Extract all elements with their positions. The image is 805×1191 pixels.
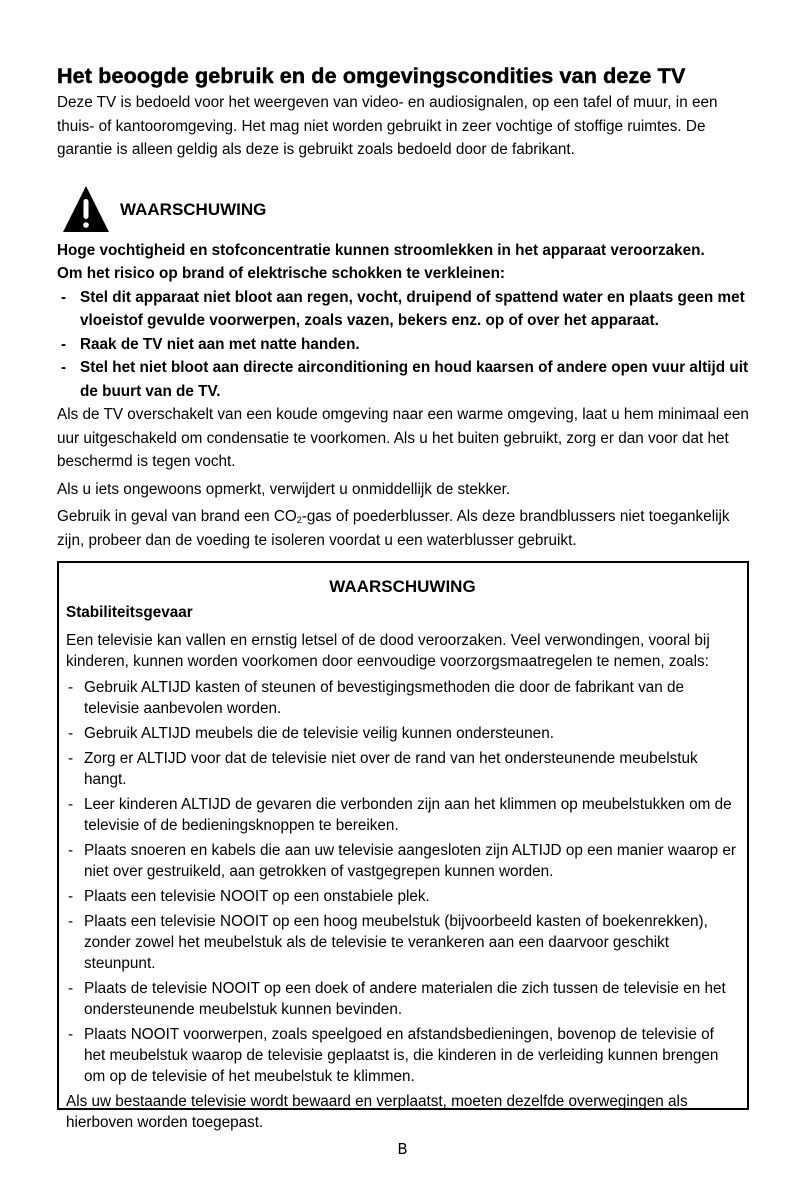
unusual-paragraph: Als u iets ongewoons opmerkt, verwijdert u onmiddellijk de stekker. — [57, 480, 511, 498]
condensation-paragraph: Als de TV overschakelt van een koude omgeving naar een warme omgeving, laat u hem minimaal een uur uitgeschakeld om condensatie te voorkomen. Als u het buiten gebruikt, zorg er dan voor dat het beschermd is tegen vocht. — [57, 406, 749, 470]
document-page — [57, 62, 751, 552]
box-title: WAARSCHUWING — [329, 577, 476, 596]
warning-header — [57, 183, 751, 235]
warning-title: WAARSCHUWING — [120, 199, 267, 219]
page-heading: Het beoogde gebruik en de omgevingscondities van deze TV — [57, 64, 686, 88]
stability-warning-box — [57, 561, 749, 1131]
box-list-item: - Zorg er ALTIJD voor dat de televisie niet over de rand van het ondersteunende meubelstuk hangt. — [66, 748, 739, 790]
intro-paragraph: Deze TV is bedoeld voor het weergeven van video- en audiosignalen, op een tafel of muur, in een thuis- of kantooromgeving. Het mag niet worden gebruikt in zeer vochtige of stoffige ruimtes. De garantie is alleen geldig als deze is gebruikt zoals bedoeld door de fabrikant. — [57, 94, 718, 158]
warning-list-item: - Stel dit apparaat niet bloot aan regen, vocht, druipend of spattend water en plaats geen met vloeistof gevulde voorwerpen, zoals vazen, bekers enz. op of over het apparaat. — [57, 286, 751, 333]
box-list-item: - Gebruik ALTIJD meubels die de televisie veilig kunnen ondersteunen. — [66, 723, 739, 744]
fire-paragraph — [57, 505, 751, 552]
fire-text-pre: Gebruik in geval van brand een CO — [57, 508, 297, 525]
warning-intro-line: Om het risico op brand of elektrische schokken te verkleinen: — [57, 265, 506, 282]
fire-text-subscript: 2 — [296, 515, 302, 525]
warning-list — [57, 286, 751, 404]
box-list-item: - Plaats een televisie NOOIT op een hoog meubelstuk (bijvoorbeeld kasten of boekenrekken), zonder zowel het meubelstuk als de televisie te verankeren aan een daarvoor geschikt steunpunt. — [66, 911, 739, 974]
box-list — [66, 677, 739, 1087]
box-list-item: - Plaats een televisie NOOIT op een onstabiele plek. — [66, 886, 739, 907]
warning-intro-line: Hoge vochtigheid en stofconcentratie kunnen stroomlekken in het apparaat veroorzaken. — [57, 241, 705, 259]
box-subtitle: Stabiliteitsgevaar — [66, 604, 193, 621]
box-list-item: - Gebruik ALTIJD kasten of steunen of bevestigingsmethoden die door de fabrikant van de televisie aanbevolen worden. — [66, 677, 739, 719]
page-number: B — [397, 1140, 408, 1158]
fire-text-post: -gas of poederblusser. Als deze brandblussers niet toegankelijk zijn, probeer dan de voeding te isoleren voordat u een waterblusser gebruikt. — [57, 508, 730, 549]
box-list-item: - Plaats snoeren en kabels die aan uw televisie aangesloten zijn ALTIJD op een manier waarop er niet over gestruikeld, aan getrokken of vastgegrepen kunnen worden. — [66, 840, 739, 882]
box-footer: Als uw bestaande televisie wordt bewaard en verplaatst, moeten dezelfde overwegingen als hierboven worden toegepast. — [66, 1093, 688, 1131]
box-list-item: - Plaats NOOIT voorwerpen, zoals speelgoed en afstandsbedieningen, bovenop de televisie of het meubelstuk waarop de televisie geplaatst is, die kinderen in de verleiding kunnen brengen om op de televisie of het meubelstuk te klimmen. — [66, 1024, 739, 1087]
box-intro: Een televisie kan vallen en ernstig letsel of de dood veroorzaken. Veel verwondingen, vooral bij kinderen, kunnen worden voorkomen door eenvoudige voorzorgsmaatregelen te nemen, zoals: — [66, 632, 710, 670]
box-list-item: - Leer kinderen ALTIJD de gevaren die verbonden zijn aan het klimmen op meubelstukken om de televisie of de bedieningsknoppen te bereiken. — [66, 794, 739, 836]
warning-triangle-icon — [62, 185, 110, 233]
warning-list-item: - Raak de TV niet aan met natte handen. — [57, 333, 751, 357]
warning-list-item: - Stel het niet bloot aan directe airconditioning en houd kaarsen of andere open vuur altijd uit de buurt van de TV. — [57, 356, 751, 403]
box-list-item: - Plaats de televisie NOOIT op een doek of andere materialen die zich tussen de televisie en het ondersteunende meubelstuk kunnen bevinden. — [66, 978, 739, 1020]
